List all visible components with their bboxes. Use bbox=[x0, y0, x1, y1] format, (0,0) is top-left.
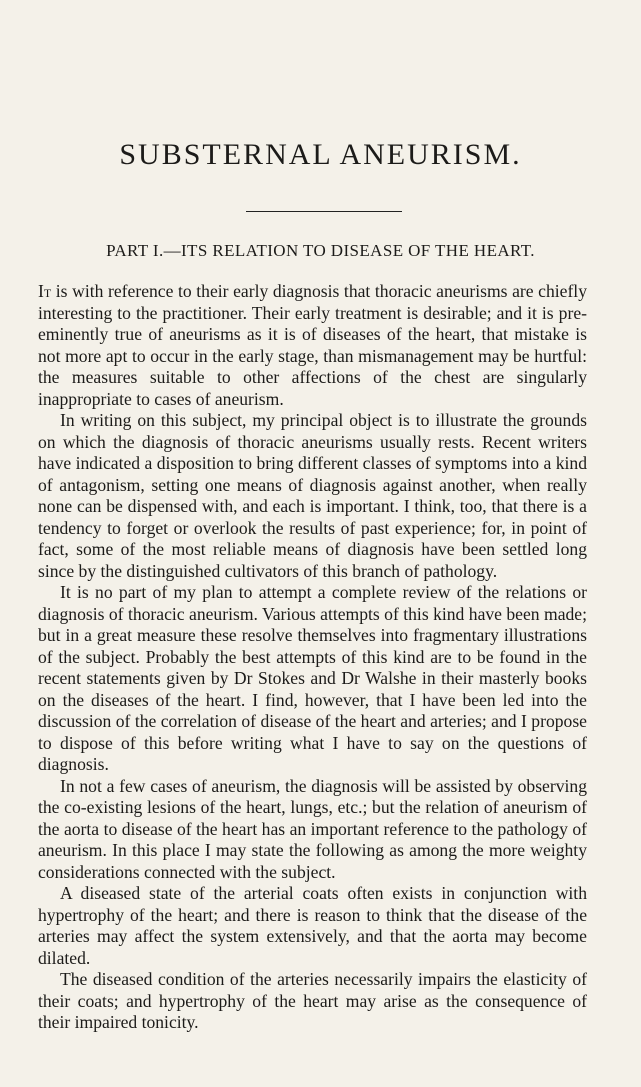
paragraph-text: In not a few cases of aneurism, the diagnosis will be assisted by observing the co-existing lesions of the heart, lungs, etc.; but the relation of aneurism of the aorta to disease of the heart has an important reference to the pathology of aneurism. In this place I may state the following as among the more weighty considerations connected with the subject. bbox=[38, 775, 587, 882]
paragraph-text: The diseased condition of the arteries necessarily impairs the elasticity of their coats; and hypertrophy of the heart may arise as the consequence of their impaired tonicity. bbox=[38, 969, 587, 1032]
paragraph bbox=[38, 883, 587, 969]
paragraph-text: is with reference to their early diagnosis that thoracic aneurisms are chiefly interesting to the practitioner. Their early treatment is desirable; and it is pre-eminently true of aneurisms as it is of diseases of the heart, that mistake is not more apt to occur in the early stage, than mismanagement may be hurtful: the measures suitable to other affections of the chest are singularly inappropriate to cases of aneurism. bbox=[38, 281, 587, 409]
paragraph bbox=[38, 969, 587, 1034]
title-divider-rule bbox=[246, 211, 402, 212]
paragraph-text: In writing on this subject, my principal object is to illustrate the grounds on which the diagnosis of thoracic aneurisms usually rests. Recent writers have indicated a disposition to bring different classes of symptoms into a kind of antagonism, setting one means of diagnosis against another, when really none can be dispensed with, and each is important. I think, too, that there is a tendency to forget or overlook the results of past experience; for, in point of fact, some of the most reliable means of diagnosis have been settled long since by the distinguished cultivators of this branch of pathology. bbox=[38, 410, 587, 581]
paragraph-lead-word: It bbox=[38, 281, 52, 301]
part-heading: PART I.—ITS RELATION TO DISEASE OF THE HEART. bbox=[106, 241, 535, 260]
body-text bbox=[38, 281, 587, 1034]
paragraph bbox=[38, 410, 587, 582]
paragraph bbox=[38, 776, 587, 884]
paragraph bbox=[38, 281, 587, 410]
paragraph bbox=[38, 582, 587, 776]
paragraph-text: A diseased state of the arterial coats often exists in conjunction with hypertrophy of the heart; and there is reason to think that the disease of the arteries may affect the system extensively, and that the aorta may become dilated. bbox=[38, 883, 587, 968]
paragraph-text: It is no part of my plan to attempt a complete review of the relations or diagnosis of thoracic aneurism. Various attempts of this kind have been made; but in a great measure these resolve themselves into fragmentary illustrations of the subject. Probably the best attempts of this kind are to be found in the recent statements given by Dr Stokes and Dr Walshe in their masterly books on the diseases of the heart. I find, however, that I have been led into the discussion of the correlation of disease of the heart and arteries; and I propose to dispose of this before writing what I have to say on the questions of diagnosis. bbox=[38, 582, 587, 774]
page-title: SUBSTERNAL ANEURISM. bbox=[119, 138, 522, 171]
